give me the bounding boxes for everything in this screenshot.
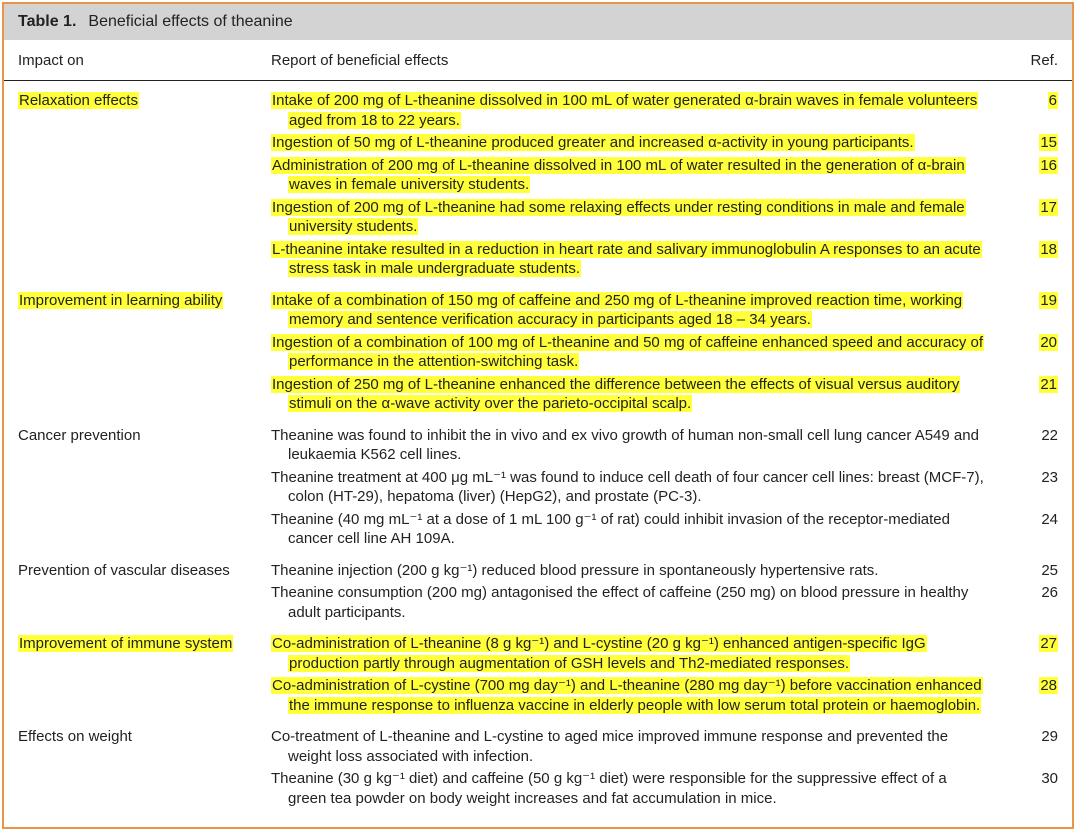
table-frame [2,2,1074,829]
report-cell [271,291,988,330]
ref-number: 23 [1041,468,1058,486]
table-row [271,510,1072,549]
report-list [271,561,1072,626]
ref-number: 29 [1041,728,1058,745]
table-row-group [4,634,1072,718]
table-row-group [4,91,1072,282]
table-row [271,727,1072,766]
table-row [271,426,1072,465]
report-text: L-theanine intake resulted in a reduction in heart rate and salivary immunoglobulin A responses to an acute stress task in male undergraduate students. [272,240,981,277]
report-list [271,634,1072,718]
impact-cell [4,291,271,417]
ref-cell [988,676,1072,715]
report-cell [271,676,988,715]
ref-cell [988,510,1072,549]
header-report: Report of beneficial effects [271,51,449,69]
ref-cell [988,769,1072,808]
report-text: Theanine was found to inhibit the in vivo and ex vivo growth of human non-small cell lung cancer A549 and leukaemia K562 cell lines. [271,426,979,463]
report-cell [271,240,988,279]
ref-number: 26 [1041,584,1058,601]
table-row [271,198,1072,237]
ref-cell [988,468,1072,507]
impact-label: Relaxation effects [19,92,138,109]
impact-cell [4,634,271,718]
ref-number: 30 [1041,770,1058,787]
table-header-row [4,40,1072,81]
impact-label: Improvement in learning ability [19,291,223,309]
ref-number: 17 [1040,198,1057,216]
table-row [271,91,1072,130]
report-text: Ingestion of 200 mg of L-theanine had some relaxing effects under resting conditions in male and female university students. [272,198,965,235]
report-text: Co-administration of L-cystine (700 mg day⁻¹) and L-theanine (280 mg day⁻¹) before vaccination enhanced the immune response to influenza vaccine in elderly people with low serum total protein or haemoglobin. [272,677,982,714]
report-cell [271,510,988,549]
impact-cell [4,426,271,552]
table-caption [4,4,1072,40]
impact-cell [4,561,271,626]
report-text: Ingestion of a combination of 100 mg of L-theanine and 50 mg of caffeine enhanced speed and accuracy of performance in the attention-switching task. [272,333,984,370]
report-list [271,291,1072,417]
table-row [271,375,1072,414]
report-text: Theanine consumption (200 mg) antagonised the effect of caffeine (250 mg) on blood pressure in healthy adult participants. [271,584,969,621]
ref-number: 22 [1041,426,1058,444]
table-label: Table 1. [18,13,77,30]
report-text: Theanine (30 g kg⁻¹ diet) and caffeine (50 g kg⁻¹ diet) were responsible for the suppressive effect of a green tea powder on body weight increases and fat accumulation in mice. [271,770,947,807]
report-text: Theanine injection (200 g kg⁻¹) reduced blood pressure in spontaneously hypertensive rats. [271,561,879,579]
table-row [271,583,1072,622]
report-list [271,426,1072,552]
report-text: Intake of a combination of 150 mg of caffeine and 250 mg of L-theanine improved reaction time, working memory and sentence verification accuracy in participants aged 18 – 34 years. [272,291,963,328]
report-cell [271,561,988,581]
table-row [271,769,1072,808]
report-list [271,727,1072,811]
table-row-group [4,291,1072,417]
report-cell [271,426,988,465]
ref-cell [988,727,1072,766]
ref-number: 28 [1040,677,1057,694]
table-row [271,561,1072,581]
ref-cell [988,156,1072,195]
table-title: Beneficial effects of theanine [88,13,293,30]
table-row [271,291,1072,330]
ref-cell [988,91,1072,130]
report-text: Ingestion of 50 mg of L-theanine produced greater and increased α-activity in young participants. [272,134,914,151]
report-text: Co-administration of L-theanine (8 g kg⁻¹) and L-cystine (20 g kg⁻¹) enhanced antigen-specific IgG production partly through augmentation of GSH levels and Th2-mediated responses. [272,635,926,672]
ref-cell [988,375,1072,414]
header-ref: Ref. [1030,51,1058,69]
ref-number: 16 [1040,156,1057,174]
ref-number: 19 [1040,291,1057,309]
ref-cell [988,583,1072,622]
table-row [271,240,1072,279]
ref-cell [988,426,1072,465]
table-row [271,676,1072,715]
impact-label: Cancer prevention [18,426,141,444]
table-row [271,156,1072,195]
table-row [271,468,1072,507]
report-cell [271,333,988,372]
ref-number: 6 [1048,92,1057,109]
ref-cell [988,240,1072,279]
report-cell [271,727,988,766]
ref-cell [988,133,1072,153]
report-text: Co-treatment of L-theanine and L-cystine to aged mice improved immune response and prevented the weight loss associated with infection. [271,728,949,765]
report-text: Theanine treatment at 400 μg mL⁻¹ was found to induce cell death of four cancer cell lines: breast (MCF-7), colon (HT-29), hepatoma (liver) (HepG2), and prostate (PC-3). [271,468,984,505]
report-cell [271,634,988,673]
ref-number: 20 [1040,333,1057,351]
table-body [4,81,1072,811]
report-list [271,91,1072,282]
table-row-group [4,426,1072,552]
report-cell [271,769,988,808]
ref-cell [988,561,1072,581]
report-text: Intake of 200 mg of L-theanine dissolved in 100 mL of water generated α-brain waves in female volunteers aged from 18 to 22 years. [272,92,978,129]
report-cell [271,133,988,153]
impact-label: Effects on weight [18,728,132,745]
impact-cell [4,91,271,282]
table-row-group [4,727,1072,811]
ref-number: 18 [1040,240,1057,258]
ref-cell [988,198,1072,237]
impact-cell [4,727,271,811]
ref-number: 24 [1041,510,1058,528]
report-text: Ingestion of 250 mg of L-theanine enhanced the difference between the effects of visual versus auditory stimuli on the α-wave activity over the parieto-occipital scalp. [272,375,960,412]
header-impact: Impact on [18,51,84,69]
ref-cell [988,333,1072,372]
table-row [271,133,1072,153]
table-row [271,634,1072,673]
report-cell [271,468,988,507]
report-cell [271,583,988,622]
table-row-group [4,561,1072,626]
ref-cell [988,634,1072,673]
report-text: Administration of 200 mg of L-theanine dissolved in 100 mL of water resulted in the generation of α-brain waves in female university students. [272,156,965,193]
ref-number: 15 [1040,134,1057,151]
ref-cell [988,291,1072,330]
report-text: Theanine (40 mg mL⁻¹ at a dose of 1 mL 100 g⁻¹ of rat) could inhibit invasion of the receptor-mediated cancer cell line AH 109A. [271,510,950,547]
impact-label: Improvement of immune system [19,635,233,652]
report-cell [271,91,988,130]
impact-label: Prevention of vascular diseases [18,561,230,579]
table-row [271,333,1072,372]
report-cell [271,156,988,195]
report-cell [271,198,988,237]
ref-number: 27 [1040,635,1057,652]
ref-number: 21 [1040,375,1057,393]
report-cell [271,375,988,414]
ref-number: 25 [1041,561,1058,579]
